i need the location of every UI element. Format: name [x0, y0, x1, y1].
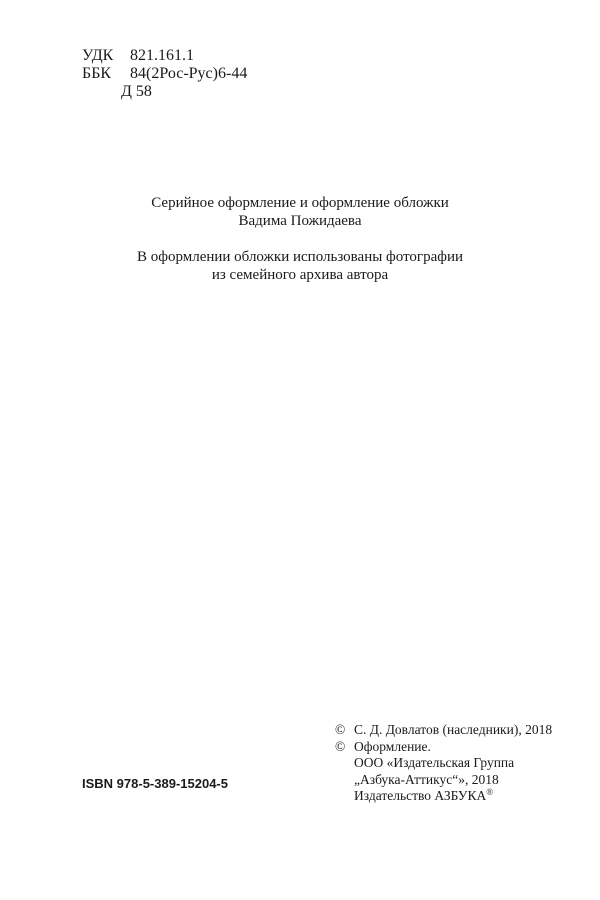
bbk-value: 84(2Рос-Рус)6-44: [130, 65, 248, 82]
publisher-name: Издательство АЗБУКА: [354, 788, 487, 803]
udk-label: УДК: [82, 47, 114, 64]
isbn: ISBN 978-5-389-15204-5: [82, 776, 228, 791]
author-mark-row: [82, 83, 247, 101]
copyright-symbol-icon: ©: [335, 722, 346, 737]
copyright-block: [335, 722, 552, 805]
copyright-design-line: [335, 739, 552, 756]
cover-design-credit-line2: Вадима Пожидаева: [238, 213, 362, 229]
copyright-symbol-icon: ©: [335, 738, 346, 754]
copyright-author-line: [335, 722, 552, 739]
bbk-label: ББК: [82, 65, 112, 82]
photo-credit-line2: из семейного архива автора: [211, 267, 389, 283]
photo-credit-line1: В оформлении обложки использованы фотографии: [136, 249, 464, 265]
author-mark: Д 58: [121, 83, 152, 100]
udk-value: 821.161.1: [130, 47, 194, 64]
bbk-row: [82, 65, 247, 83]
cover-design-credit-line1: Серийное оформление и оформление обложки: [151, 195, 449, 211]
copyright-design-text: Оформление.: [354, 738, 431, 754]
copyright-publisher-line2: „Азбука-Аттикус“», 2018: [354, 771, 499, 787]
copyright-publisher-line1: ООО «Издательская Группа: [354, 755, 515, 770]
copyright-author-text: С. Д. Довлатов (наследники), 2018: [354, 722, 553, 737]
library-classification: [82, 47, 247, 101]
copyright-publisher-line3: [335, 788, 552, 805]
registered-trademark-icon: ®: [486, 787, 494, 797]
design-credits: [0, 194, 600, 284]
udk-row: [82, 47, 247, 65]
